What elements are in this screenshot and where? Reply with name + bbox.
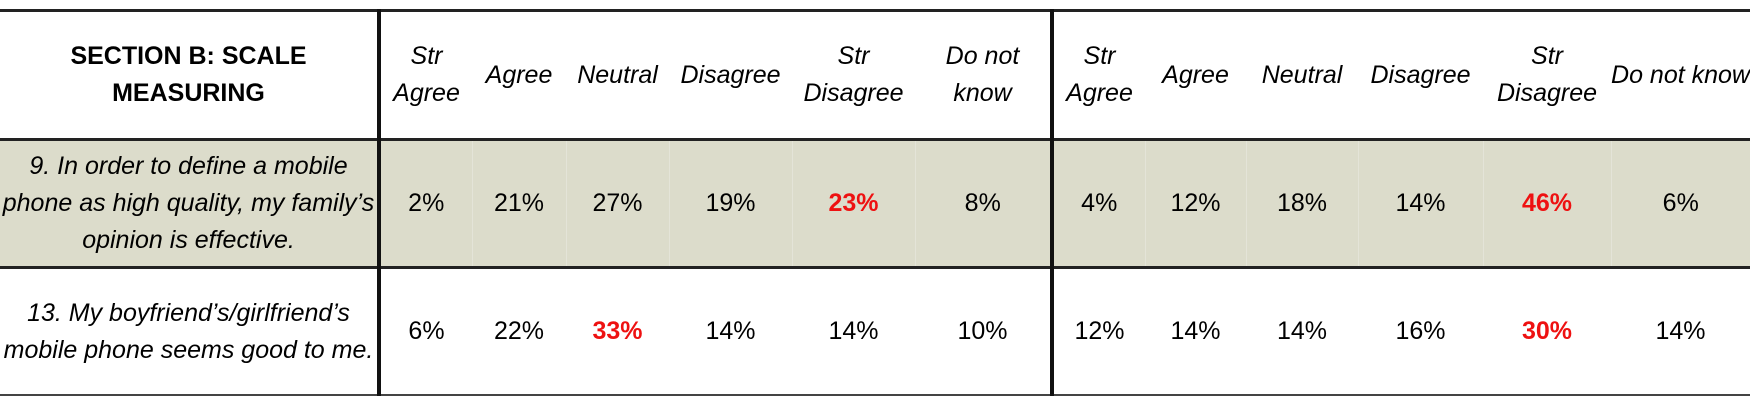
value-cell: 10% (915, 268, 1052, 396)
value-cell: 27% (566, 140, 669, 268)
value-cell: 8% (915, 140, 1052, 268)
col-header: Neutral (566, 11, 669, 140)
value-cell: 14% (1611, 268, 1750, 396)
value-cell: 21% (472, 140, 566, 268)
value-cell: 6% (1611, 140, 1750, 268)
value-cell: 22% (472, 268, 566, 396)
col-header: Str Disagree (1483, 11, 1611, 140)
value-cell: 18% (1246, 140, 1358, 268)
col-header: Neutral (1246, 11, 1358, 140)
col-header: Do not know (915, 11, 1052, 140)
table-row (0, 268, 1750, 396)
value-cell: 14% (1358, 140, 1483, 268)
value-cell: 14% (669, 268, 792, 396)
value-cell: 12% (1145, 140, 1246, 268)
col-header: Agree (1145, 11, 1246, 140)
value-cell: 16% (1358, 268, 1483, 396)
col-header: Str Agree (1052, 11, 1145, 140)
survey-table (0, 9, 1750, 396)
value-cell-highlight: 46% (1483, 140, 1611, 268)
col-header: Disagree (669, 11, 792, 140)
value-cell: 2% (379, 140, 472, 268)
value-cell: 12% (1052, 268, 1145, 396)
value-cell: 14% (1145, 268, 1246, 396)
value-cell: 14% (1246, 268, 1358, 396)
value-cell: 14% (792, 268, 915, 396)
table-row (0, 140, 1750, 268)
header-row (0, 11, 1750, 140)
row-label: 13. My boyfriend’s/girlfriend’s mobile phone seems good to me. (0, 268, 379, 396)
col-header: Do not know (1611, 11, 1750, 140)
value-cell: 19% (669, 140, 792, 268)
value-cell-highlight: 33% (566, 268, 669, 396)
col-header: Agree (472, 11, 566, 140)
value-cell-highlight: 30% (1483, 268, 1611, 396)
section-header: SECTION B: SCALE MEASURING (0, 11, 379, 140)
col-header: Str Disagree (792, 11, 915, 140)
value-cell: 6% (379, 268, 472, 396)
row-label: 9. In order to define a mobile phone as high quality, my family’s opinion is effective. (0, 140, 379, 268)
col-header: Str Agree (379, 11, 472, 140)
col-header: Disagree (1358, 11, 1483, 140)
value-cell: 4% (1052, 140, 1145, 268)
value-cell-highlight: 23% (792, 140, 915, 268)
